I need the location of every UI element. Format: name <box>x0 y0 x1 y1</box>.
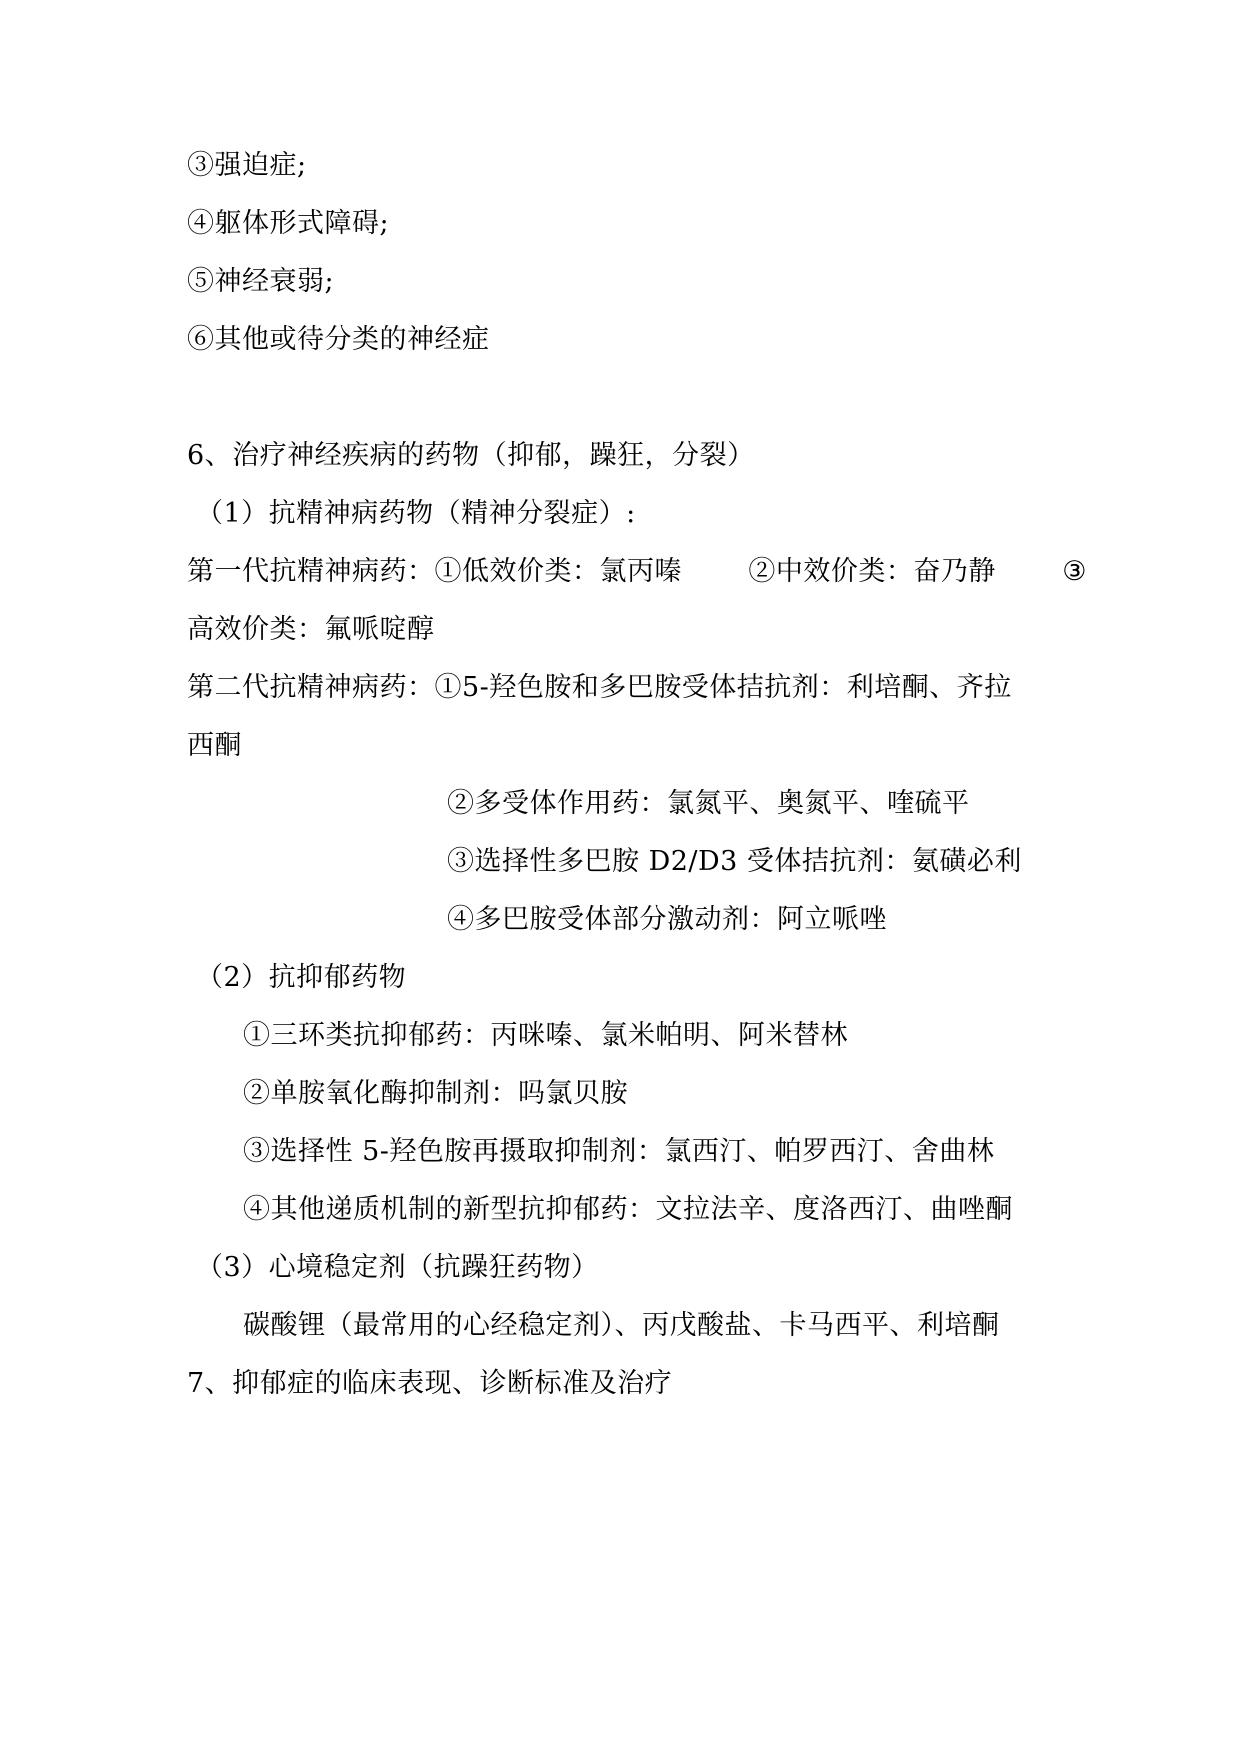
neurosis-item-5: ⑤神经衰弱; <box>187 266 335 297</box>
first-gen-mid-potency: ②中效价类：奋乃静 <box>748 556 996 587</box>
second-gen-item-2: ②多受体作用药：氯氮平、奥氮平、喹硫平 <box>447 788 970 819</box>
neurosis-item-4: ④躯体形式障碍; <box>187 208 390 239</box>
neurosis-item-6: ⑥其他或待分类的神经症 <box>187 324 490 355</box>
second-gen-item-3: ③选择性多巴胺 D2/D3 受体拮抗剂：氨磺必利 <box>447 846 1022 877</box>
section-7-heading: 7、抑郁症的临床表现、诊断标准及治疗 <box>187 1368 673 1399</box>
antidepressant-item-4: ④其他递质机制的新型抗抑郁药：文拉法辛、度洛西汀、曲唑酮 <box>243 1194 1013 1225</box>
first-gen-low-potency: 第一代抗精神病药：①低效价类：氯丙嗪 <box>187 556 682 587</box>
first-gen-high-potency: 高效价类：氟哌啶醇 <box>187 614 435 645</box>
first-gen-high-potency-marker: ③ <box>1062 556 1087 587</box>
second-gen-antipsychotics-line: 第二代抗精神病药：①5-羟色胺和多巴胺受体拮抗剂：利培酮、齐拉 <box>187 672 1012 703</box>
antidepressant-item-1: ①三环类抗抑郁药：丙咪嗪、氯米帕明、阿米替林 <box>243 1020 848 1051</box>
mood-stabilizer-list: 碳酸锂（最常用的心经稳定剂）、丙戊酸盐、卡马西平、利培酮 <box>243 1310 1000 1341</box>
antidepressant-item-2: ②单胺氧化酶抑制剂：吗氯贝胺 <box>243 1078 628 1109</box>
antidepressant-item-3: ③选择性 5-羟色胺再摄取抑制剂：氯西汀、帕罗西汀、舍曲林 <box>243 1136 995 1167</box>
section-6-heading: 6、治疗神经疾病的药物（抑郁，躁狂，分裂） <box>187 440 755 471</box>
subsection-1-heading: （1）抗精神病药物（精神分裂症）: <box>196 498 636 529</box>
subsection-3-heading: （3）心境稳定剂（抗躁狂药物） <box>196 1252 599 1283</box>
first-gen-antipsychotics-line <box>187 554 1087 590</box>
subsection-2-heading: （2）抗抑郁药物 <box>196 962 407 993</box>
second-gen-antipsychotics-cont: 西酮 <box>187 730 242 761</box>
neurosis-item-3: ③强迫症; <box>187 150 307 181</box>
second-gen-item-4: ④多巴胺受体部分激动剂：阿立哌唑 <box>447 904 887 935</box>
